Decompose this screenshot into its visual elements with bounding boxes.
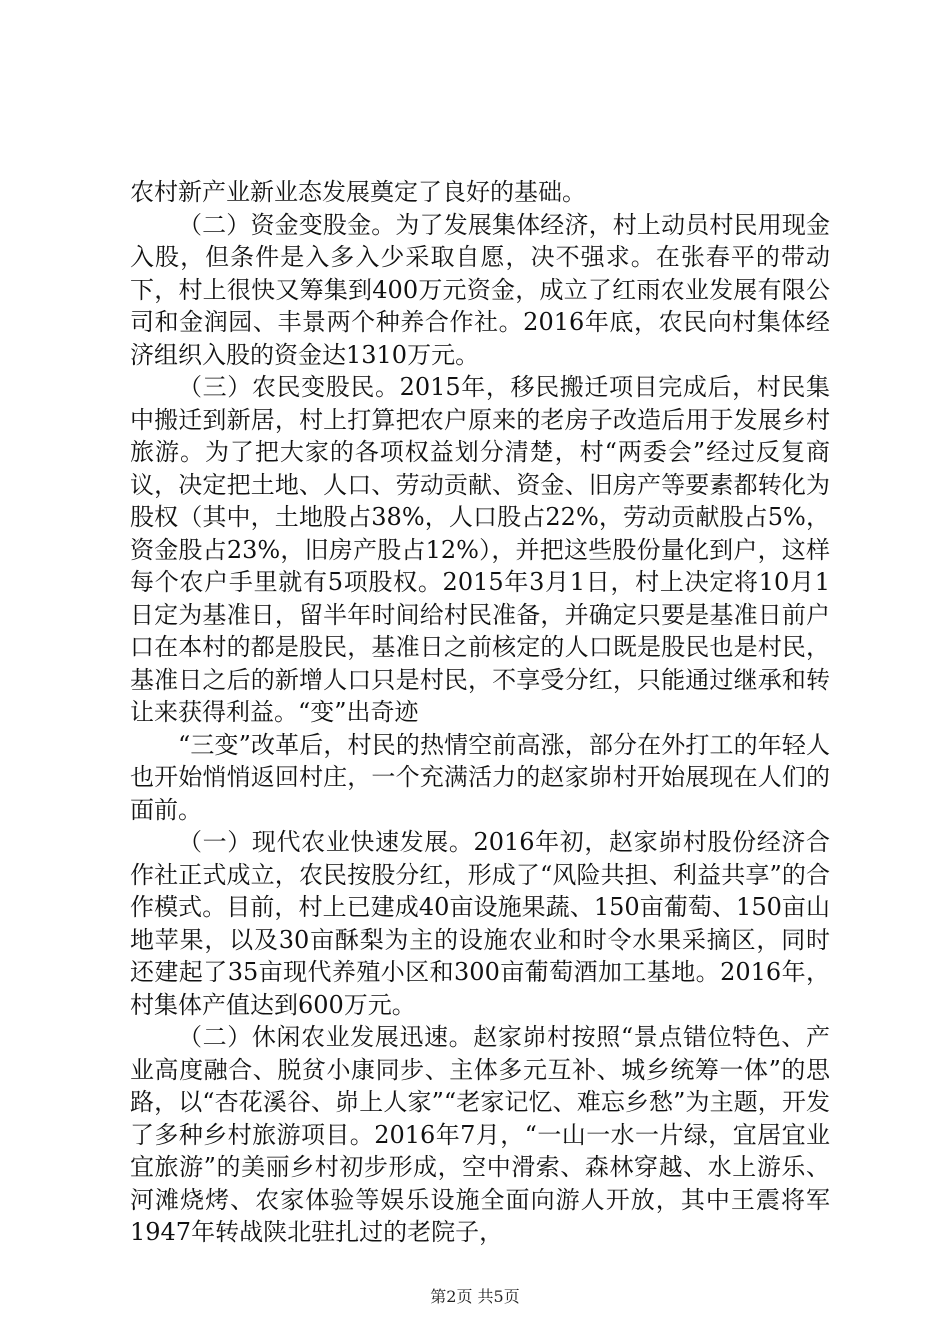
page-footer: 第2页 共5页	[430, 1287, 520, 1306]
paragraph-capital-to-shares: （二）资金变股金。为了发展集体经济，村上动员村民用现金入股，但条件是入多入少采取自愿，决不强求。在张春平的带动下，村上很快又筹集到400万元资金，成立了红雨农业发展有限公司和金润园、丰景两个种养合作社。2016年底，农民向村集体经济组织入股的资金达1310万元。	[130, 210, 830, 369]
paragraph-three-changes-reform: “三变”改革后，村民的热情空前高涨，部分在外打工的年轻人也开始悄悄返回村庄，一个充满活力的赵家峁村开始展现在人们的面前。	[130, 730, 830, 824]
paragraph-continuation: 农村新产业新业态发展奠定了良好的基础。	[130, 178, 586, 206]
paragraph-modern-agriculture: （一）现代农业快速发展。2016年初，赵家峁村股份经济合作社正式成立，农民按股分红，形成了“风险共担、利益共享”的合作模式。目前，村上已建成40亩设施果蔬、150亩葡萄、150亩山地苹果，以及30亩酥梨为主的设施农业和时令水果采摘区，同时还建起了35亩现代养殖小区和300亩葡萄酒加工基地。2016年，村集体产值达到600万元。	[130, 828, 830, 1019]
paragraph-leisure-agriculture: （二）休闲农业发展迅速。赵家峁村按照“景点错位特色、产业高度融合、脱贫小康同步、主体多元互补、城乡统筹一体”的思路，以“杏花溪谷、峁上人家”“老家记忆、难忘乡愁”为主题，开发了多种乡村旅游项目。2016年7月，“一山一水一片绿，宜居宜业宜旅游”的美丽乡村初步形成，空中滑索、森林穿越、水上游乐、河滩烧烤、农家体验等娱乐设施全面向游人开放，其中王震将军1947年转战陕北驻扎过的老院子，	[130, 1023, 830, 1246]
document-body	[130, 176, 830, 1249]
paragraph-farmers-to-shareholders: （三）农民变股民。2015年，移民搬迁项目完成后，村民集中搬迁到新居，村上打算把农户原来的老房子改造后用于发展乡村旅游。为了把大家的各项权益划分清楚，村“两委会”经过反复商议，决定把土地、人口、劳动贡献、资金、旧房产等要素都转化为股权（其中，土地股占38%，人口股占22%，劳动贡献股占5%，资金股占23%，旧房产股占12%），并把这些股份量化到户，这样每个农户手里就有5项股权。2015年3月1日，村上决定将10月1日定为基准日，留半年时间给村民准备，并确定只要是基准日前户口在本村的都是股民，基准日之前核定的人口既是股民也是村民，基准日之后的新增人口只是村民，不享受分红，只能通过继承和转让来获得利益。“变”出奇迹	[130, 373, 830, 726]
